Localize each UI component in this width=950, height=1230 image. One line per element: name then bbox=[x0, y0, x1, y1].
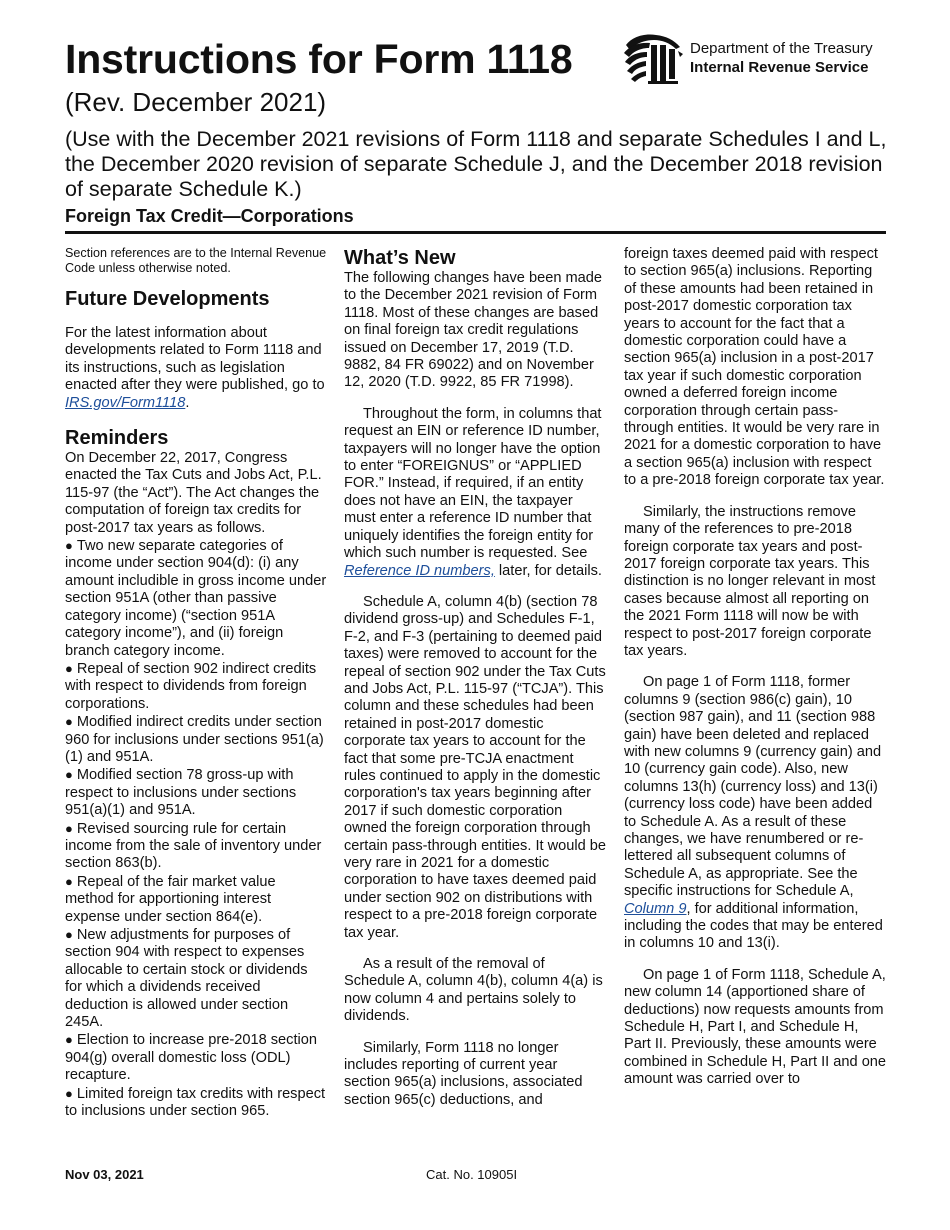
revision-usage-note: (Use with the December 2021 revisions of Form 1118 and separate Schedules I and L, the December 2020 revision of separate Schedule J, and the December 2018 revision of separate Schedule K.) bbox=[65, 127, 887, 201]
list-item: ● New adjustments for purposes of section 904 with respect to expenses allocable to certain stock or dividends for which a dividends received deduction is allowed under section 245A. bbox=[65, 927, 308, 1031]
future-developments-text bbox=[65, 325, 327, 412]
column-4-paragraph: As a result of the removal of Schedule A, column 4(b), column 4(a) is now column 4 and pertains solely to dividends. bbox=[344, 956, 603, 1025]
column-middle bbox=[344, 246, 607, 1123]
column-14-paragraph: On page 1 of Form 1118, Schedule A, new column 14 (apportioned share of deductions) now requests amounts from Schedule H, Part I, and Schedule H, Part II. Previously, these amounts were combined in Schedule H, Part II and one amount was carried over to bbox=[624, 966, 887, 1088]
document-title: Instructions for Form 1118 bbox=[65, 36, 573, 82]
column-left bbox=[65, 246, 327, 1120]
reference-id-end: later, for details. bbox=[494, 562, 602, 579]
column-9-link[interactable]: Column 9 bbox=[624, 900, 687, 917]
agency-name bbox=[690, 39, 873, 77]
agency-irs: Internal Revenue Service bbox=[690, 59, 869, 76]
document-subtitle: Foreign Tax Credit—Corporations bbox=[65, 206, 354, 226]
reference-id-paragraph bbox=[344, 406, 607, 580]
section-references-note: Section references are to the Internal Revenue Code unless otherwise noted. bbox=[65, 246, 327, 275]
currency-columns-end: , for additional information, including the codes that may be entered in columns 10 and 13(i). bbox=[624, 900, 883, 952]
revision-date: (Rev. December 2021) bbox=[65, 87, 327, 117]
future-developments-end: . bbox=[185, 394, 190, 411]
list-item: ● Two new separate categories of income under section 904(d): (i) any amount includible in gross income under section 951A (other than passive category income) (“section 951A category income”), and (ii) foreign branch category income. bbox=[65, 538, 327, 659]
list-item: ● Repeal of the fair market value method for apportioning interest expense under section 864(e). bbox=[65, 873, 276, 925]
reference-id-body: Throughout the form, in columns that request an EIN or reference ID number, taxpayers will no longer have the option to enter “FOREIGNUS” or “APPLIED FOR.” Instead, if required, if an entity does not have an EIN, the taxpayer must enter a reference ID number that uniquely identifies the foreign entity for which such number is requested. See bbox=[344, 405, 602, 562]
irs-logo bbox=[622, 31, 887, 86]
schedule-a-removal-paragraph: Schedule A, column 4(b) (section 78 dividend gross-up) and Schedules F-1, F-2, and F-3 (pertaining to deemed paid taxes) were removed to account for the repeal of section 902 under the Tax Cuts and Jobs Act, P.L. 115-97 (“TCJA”). This column and these schedules had been retained in post-2017 domestic corporate tax years to account for the fact that some pre-TCJA enactment rules continued to apply in the domestic corporation's tax years beginning after 2017 if such domestic corporation owned the foreign corporation through certain pass-through entities. It would be very rare in 2021 for a domestic corporation to have taxes deemed paid under section 902 on distributions with respect to a pre-2018 foreign corporate tax year. bbox=[344, 593, 607, 941]
section-965-paragraph: Similarly, Form 1118 no longer includes reporting of current year section 965(a) inclusions, associated section 965(c) deductions, and bbox=[344, 1039, 583, 1108]
list-item: ● Limited foreign tax credits with respect to inclusions under section 965. bbox=[65, 1085, 326, 1120]
reminders-heading: Reminders bbox=[65, 427, 169, 450]
currency-columns-body: On page 1 of Form 1118, former columns 9 (section 986(c) gain), 10 (section 987 gain), and 11 (section 988 gain) have been deleted and replaced with new columns 9 (currency gain) and 10 (currency gain code). Also, new columns 13(h) (currency loss) and 13(i) (currency loss code) have been added to Schedule A. As a result of these changes, we have renumbered or re-lettered all subsequent columns of Schedule A, as appropriate. See the specific instructions for Schedule A, bbox=[624, 674, 882, 900]
section-965-continued: foreign taxes deemed paid with respect to section 965(a) inclusions. Reporting of these amounts had been retained in post-2017 domestic corporation tax years to account for the fact that a domestic corporation could have a section 965(a) inclusion in a post-2017 tax year if such domestic corporation owned a deferred foreign income corporation through certain pass-through entities. It would be very rare in 2021 for a domestic corporation to have a section 965(a) inclusion with respect to a pre-2018 foreign corporate tax year. bbox=[624, 246, 885, 489]
list-item: ● Repeal of section 902 indirect credits with respect to dividends from foreign corporations. bbox=[65, 660, 317, 712]
future-developments-heading: Future Developments bbox=[65, 288, 270, 310]
whats-new-intro: The following changes have been made to the December 2021 revision of Form 1118. Most of these changes are based on final foreign tax credit regulations issued on December 17, 2019 (T.D. 9882, 84 FR 69022) and on November 12, 2020 (T.D. 9922, 85 FR 71998). bbox=[344, 270, 602, 391]
list-item: ● Modified indirect credits under section 960 for inclusions under sections 951(a)(1) and 951A. bbox=[65, 714, 324, 765]
reference-id-numbers-link[interactable]: Reference ID numbers, bbox=[344, 562, 495, 579]
list-item: ● Revised sourcing rule for certain income from the sale of inventory under section 863(b). bbox=[65, 820, 322, 872]
list-item: ● Modified section 78 gross-up with respect to inclusions under sections 951(a)(1) and 951A. bbox=[65, 767, 297, 819]
pre-2018-references-paragraph: Similarly, the instructions remove many of the references to pre-2018 foreign corporate tax years and post-2017 foreign corporate tax years. This distinction is no longer relevant in most cases because almost all reporting on the 2021 Form 1118 will now be with respect to post-2017 foreign corporate tax years. bbox=[624, 503, 876, 659]
footer-date: Nov 03, 2021 bbox=[65, 1167, 144, 1182]
irs-eagle-icon bbox=[622, 31, 684, 85]
agency-department: Department of the Treasury bbox=[690, 40, 873, 57]
irs-form1118-link[interactable]: IRS.gov/Form1118 bbox=[65, 394, 186, 411]
currency-columns-paragraph bbox=[624, 674, 887, 953]
column-right bbox=[624, 246, 887, 1103]
whats-new-heading: What’s New bbox=[344, 247, 456, 269]
future-developments-body: For the latest information about developments related to Form 1118 and its instructions, such as legislation enacted after they were published, go to bbox=[65, 325, 325, 394]
title-divider bbox=[65, 231, 886, 234]
reminders-intro: On December 22, 2017, Congress enacted the Tax Cuts and Jobs Act, P.L. 115-97 (the “Act”). The Act changes the computation of foreign tax credits for post-2017 tax years as follows. bbox=[65, 450, 322, 536]
footer-catalog-number: Cat. No. 10905I bbox=[426, 1167, 518, 1182]
list-item: ● Election to increase pre-2018 section 904(g) overall domestic loss (ODL) recapture. bbox=[65, 1032, 317, 1084]
reminders-list bbox=[65, 537, 327, 1120]
